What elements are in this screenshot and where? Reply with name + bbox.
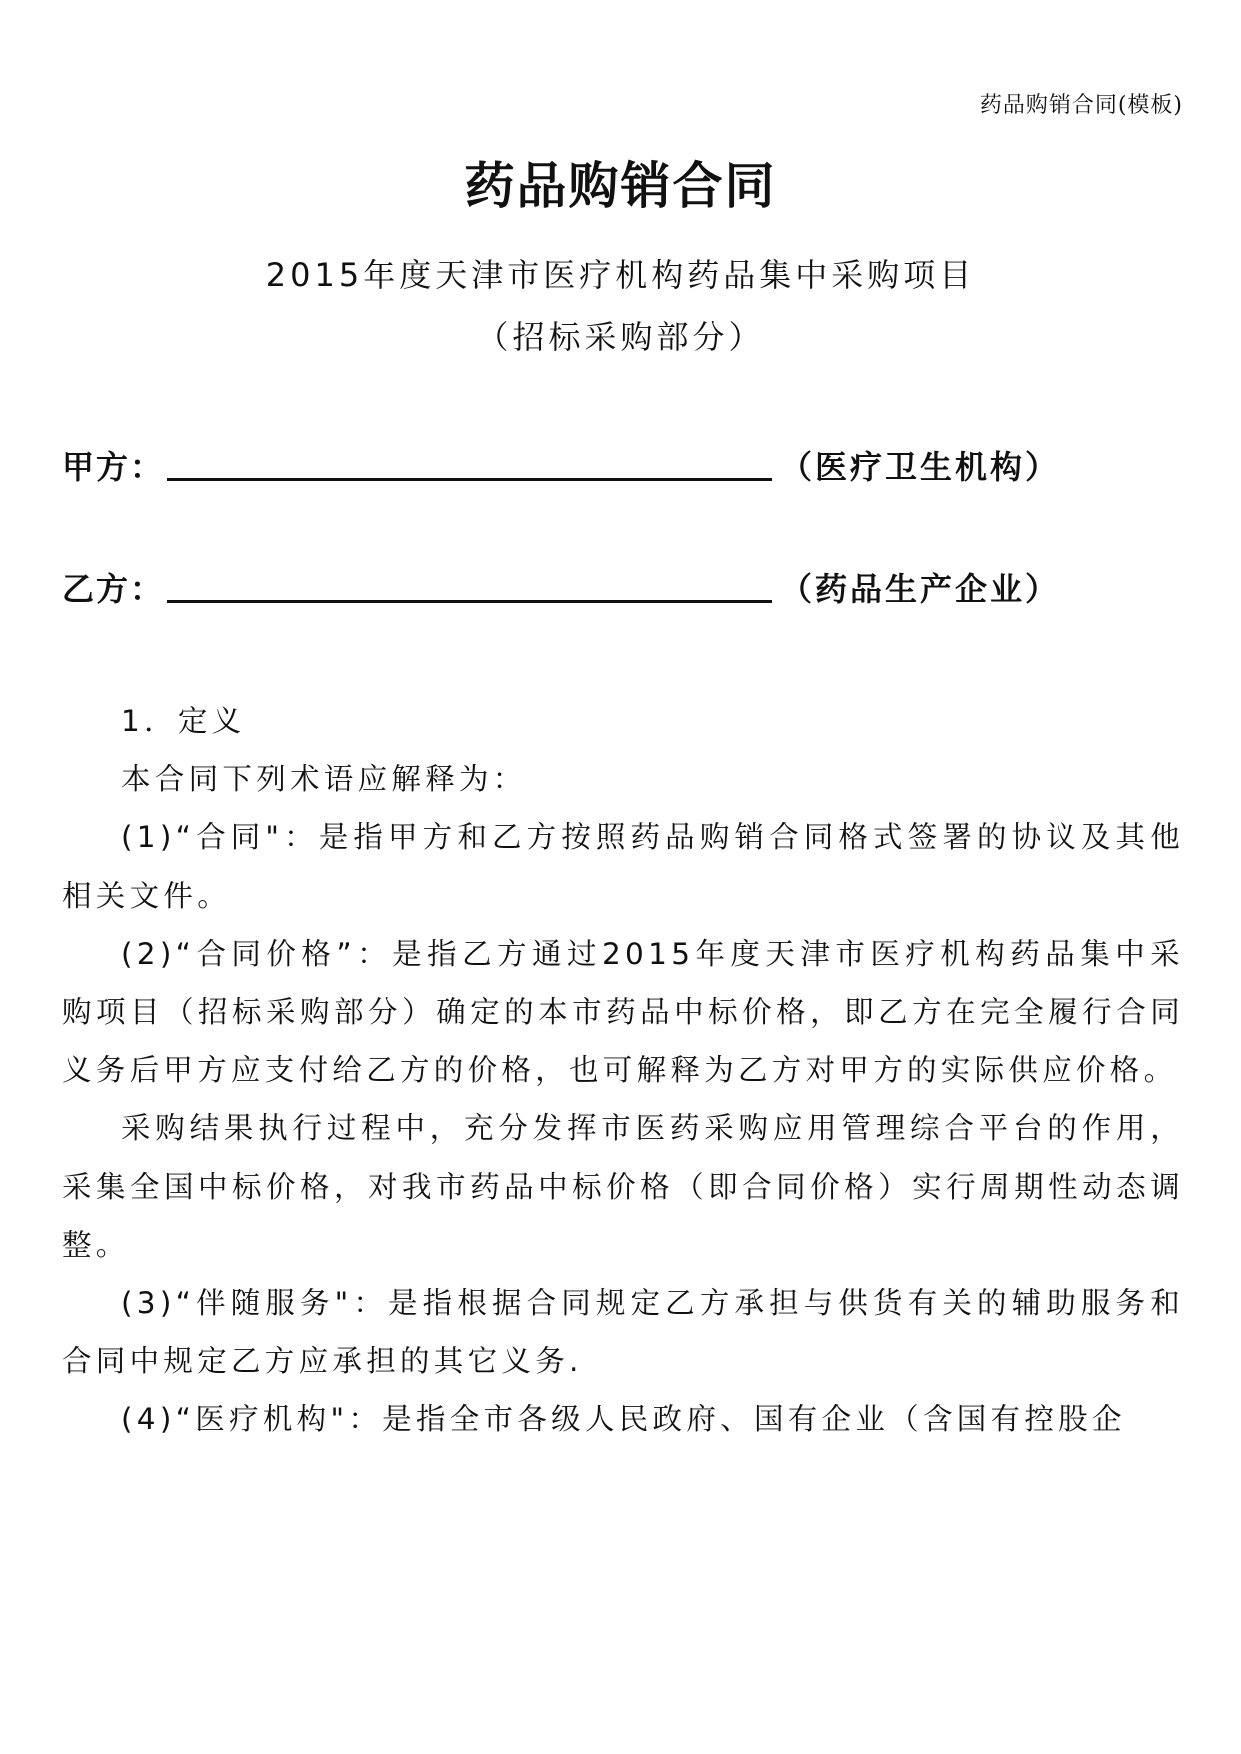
paragraph-term-institution: (4)“医疗机构"：是指全市各级人民政府、国有企业（含国有控股企 (121, 1402, 1126, 1437)
document-subtitle-line1: 2015年度天津市医疗机构药品集中采购项目 (265, 256, 976, 294)
party-a-blank-line[interactable] (167, 478, 772, 481)
document-title: 药品购销合同 (464, 156, 777, 215)
party-b-label: 乙方： (62, 570, 165, 608)
paragraph-intro: 本合同下列术语应解释为： (121, 762, 527, 797)
contract-body (62, 692, 1184, 1449)
party-b-field (62, 564, 1182, 608)
party-a-suffix: （医疗卫生机构） (780, 448, 1061, 486)
party-b-blank-line[interactable] (167, 600, 772, 603)
paragraph-term-services: (3)“伴随服务"：是指根据合同规定乙方承担与供货有关的辅助服务和合同中规定乙方应承担的其它义务. (62, 1286, 1184, 1379)
section-heading-definitions: 1．定义 (121, 704, 246, 738)
party-b-suffix: （药品生产企业） (780, 570, 1061, 608)
paragraph-term-contract-price: (2)“合同价格”：是指乙方通过2015年度天津市医疗机构药品集中采购项目（招标采购部分）确定的本市药品中标价格，即乙方在完全履行合同义务后甲方应支付给乙方的价格，也可解释为乙方对甲方的实际供应价格。 (62, 936, 1184, 1088)
party-a-field (62, 442, 1182, 486)
document-subtitle-line2: （招标采购部分） (476, 318, 765, 356)
paragraph-term-contract: (1)“合同"：是指甲方和乙方按照药品购销合同格式签署的协议及其他相关文件。 (62, 820, 1184, 913)
party-a-label: 甲方： (62, 448, 165, 486)
paragraph-price-adjustment: 采购结果执行过程中，充分发挥市医药采购应用管理综合平台的作用，采集全国中标价格，对我市药品中标价格（即合同价格）实行周期性动态调整。 (62, 1111, 1184, 1262)
running-header: 药品购销合同(模板) (979, 93, 1183, 118)
